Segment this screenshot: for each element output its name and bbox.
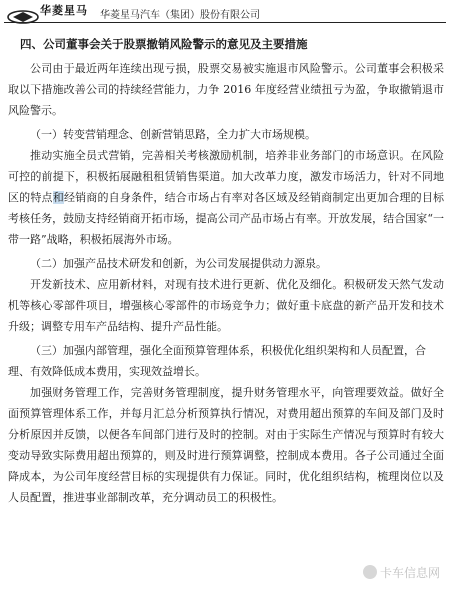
subsection-3-title: （三）加强内部管理，强化全面预算管理体系，积极优化组织架构和人员配置，合理、有效降低成本费用，实现效益增长。	[8, 344, 426, 378]
subsection-1-text-b: 经销商的自身条件，结合市场占有率对各区域及经销商制定出更加合理的目标考核任务，鼓励支持经销商开拓市场，提高公司产品市场占有率。开放发展，结合国家“一带一路”战略，积极拓展海外市场。	[8, 191, 445, 246]
watermark	[363, 564, 440, 581]
header-divider	[4, 22, 446, 23]
subsection-1-title: （一）转变营销理念、创新营销思路，全力扩大市场规模。	[30, 128, 316, 141]
company-name: 华菱星马汽车（集团）股份有限公司	[100, 10, 260, 21]
watermark-text: 卡车信息网	[379, 566, 440, 580]
section-title: 四、公司董事会关于股票撤销风险警示的意见及主要措施	[20, 37, 308, 51]
company-logo-icon	[4, 1, 42, 27]
document-header	[0, 0, 450, 30]
logo-text: 华菱星马	[40, 4, 88, 17]
document-body	[8, 34, 444, 508]
subsection-3-body: 加强财务管理工作，完善财务管理制度，提升财务管理水平，向管理要效益。做好全面预算管理体系工作，并每月汇总分析预算执行情况，对费用超出预算的车间及部门及时分析原因并反馈，以便各车间部门进行及时的控制。对由于实际生产情况与预算时有较大变动导致实际费用超出预算的，则及时进行预算调整，控制成本费用。各子公司通过全面降成本，为公司年度经营目标的实现提供有力保证。同时，优化组织结构，梳理岗位以及人员配置，推进事业部制改革，充分调动员工的积极性。	[8, 386, 444, 504]
selected-text-highlight: 和	[52, 191, 64, 204]
subsection-1-text-a: 推动实施全员式营销，完善相关考核激励机制，培养非业务部门的市场意识。在风险可控的前提下，积极拓展融租租赁销售渠道。加大改革力度，激发市场活力，针对不同地区的特点	[8, 149, 444, 204]
subsection-2-title: （二）加强产品技术研发和创新，为公司发展提供动力源泉。	[30, 257, 327, 270]
subsection-1-body	[8, 145, 444, 250]
watermark-icon	[363, 565, 377, 579]
subsection-2-body: 开发新技术、应用新材料，对现有技术进行更新、优化及细化。积极研发天然气发动机等核心零部件项目，增强核心零部件的市场竞争力；做好重卡底盘的新产品开发和技术升级；调整专用车产品结构、提升产品性能。	[8, 278, 444, 333]
intro-paragraph: 公司由于最近两年连续出现亏损，股票交易被实施退市风险警示。公司董事会积极采取以下措施改善公司的持续经营能力，力争 2016 年度经营业绩扭亏为盈，争取撤销退市风险警示。	[8, 62, 444, 117]
